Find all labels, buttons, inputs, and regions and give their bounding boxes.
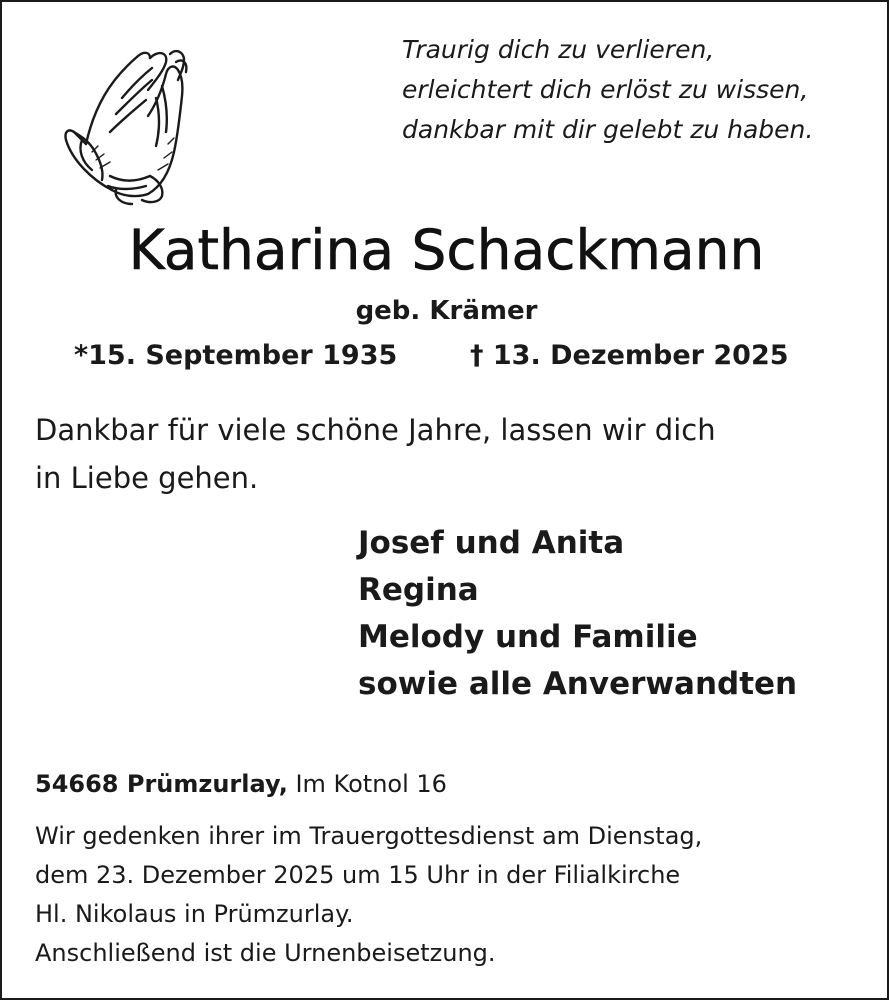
motto-line: Traurig dich zu verlieren, [402, 35, 715, 64]
death-date: † 13. Dezember 2025 [470, 340, 789, 371]
maiden-name: geb. Krämer [355, 296, 538, 326]
service-line: Wir gedenken ihrer im Trauergottesdienst am Dienstag, [35, 822, 703, 850]
mourners-list [358, 520, 878, 708]
address-street: Im Kotnol 16 [287, 770, 447, 798]
mourner-name: Josef und Anita [358, 525, 625, 561]
service-line: Anschließend ist die Urnenbeisetzung. [35, 939, 496, 967]
service-notice [35, 817, 875, 973]
service-line: dem 23. Dezember 2025 um 15 Uhr in der Filialkirche [35, 861, 681, 889]
deceased-name: Katharina Schackmann [128, 218, 765, 282]
motto-line: erleichtert dich erlöst zu wissen, [402, 75, 809, 104]
motto-line: dankbar mit dir gelebt zu haben. [402, 115, 814, 144]
address-city: 54668 Prümzurlay, [35, 770, 288, 798]
praying-hands-icon [52, 40, 192, 206]
farewell-line: in Liebe gehen. [35, 461, 259, 495]
mourner-name: Regina [358, 572, 479, 608]
address-line [35, 770, 447, 798]
service-line: Hl. Nikolaus in Prümzurlay. [35, 900, 354, 928]
mourner-name: sowie alle Anverwandten [358, 666, 798, 702]
farewell-text [35, 406, 855, 502]
birth-date: *15. September 1935 [74, 340, 398, 371]
mourner-name: Melody und Familie [358, 619, 698, 655]
motto-verse [402, 30, 872, 150]
farewell-line: Dankbar für viele schöne Jahre, lassen wir dich [35, 413, 716, 447]
